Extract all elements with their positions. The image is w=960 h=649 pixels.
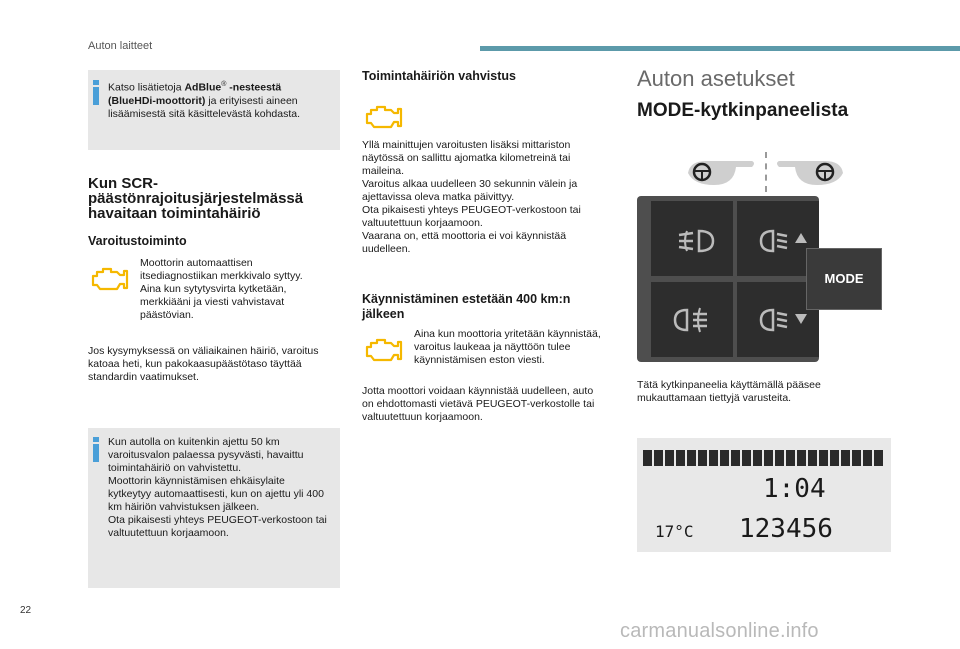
scr-fault-title: Kun SCR-päästönrajoitusjärjestelmässä havaitaan toimintahäiriö <box>88 175 304 222</box>
engine-warning-icon <box>364 104 404 130</box>
instrument-display <box>637 438 891 552</box>
panel-caption: Tätä kytkinpaneelia käyttämällä pääsee mukauttamaan tiettyjä varusteita. <box>637 379 821 404</box>
header-accent-bar <box>480 46 960 51</box>
divider-dashed <box>765 152 767 192</box>
info-note-confirmed <box>88 428 340 588</box>
section-title: Auton laitteet <box>88 40 153 52</box>
info-note-text: Katso lisätietoja AdBlue® -nesteestä (BlueHDi-moottorit) ja erityisesti aineen lisäämisestä sitä käsittelevästä kohdasta. <box>108 81 301 120</box>
rear-fog-light-button[interactable] <box>651 201 733 276</box>
front-fog-light-button[interactable] <box>651 282 733 357</box>
warning-text: Moottorin automaattisen itsediagnostiikan merkkivalo syttyy. Aina kun sytytysvirta kytketään, merkkiääni ja viesti vahvistavat päästövian. <box>140 257 303 321</box>
info-icon <box>93 444 99 462</box>
mode-panel-subtitle: MODE-kytkinpaneelista <box>637 100 849 121</box>
mode-button[interactable]: MODE <box>806 248 882 310</box>
start-prevention-text: Aina kun moottoria yritetään käynnistää, varoitus laukeaa ja näyttöön tulee käynnistämisen eston viesti. <box>414 328 601 366</box>
page-number: 22 <box>20 605 32 616</box>
warning-function-subtitle: Varoitustoiminto <box>88 234 187 248</box>
odometer-readout: 123456 <box>739 514 833 544</box>
fault-confirmation-title: Toimintahäiriön vahvistus <box>362 69 516 83</box>
vehicle-settings-title: Auton asetukset <box>637 66 795 91</box>
engine-warning-icon <box>364 337 404 363</box>
fault-confirmation-text: Yllä mainittujen varoitusten lisäksi mittariston näytössä on sallittu ajomatka kilometreinä tai maileina. Varoitus alkaa uudelleen 30 sekunnin välein ja ajettavissa oleva matka päivittyy. Ota pikaisesti yhteys PEUGEOT-verkostoon tai valtuutettuun korjaamoon. Vaarana on, että moottoria ei voi käynnistää uudelleen. <box>362 139 581 255</box>
info-note-text: Kun autolla on kuitenkin ajettu 50 km varoitusvalon palaessa pysyvästi, havaittu toimintahäiriö on vahvistettu. Moottorin käynnistämisen ehkäisylaite kytkeytyy automaattisesti, kun on ajettu yli 400 km häiriön vahvistuksen jälkeen. Ota pikaisesti yhteys PEUGEOT-verkostoon tai valtuutettuun korjaamoon. <box>108 436 327 539</box>
start-prevention-title: Käynnistäminen estetään 400 km:n jälkeen <box>362 292 571 321</box>
time-readout: 1:04 <box>763 474 826 504</box>
info-icon <box>93 87 99 105</box>
steering-wheel-icon <box>775 155 845 192</box>
restart-text: Jotta moottori voidaan käynnistää uudelleen, auto on ehdottomasti vietävä PEUGEOT-verkostolle tai valtuutettuun korjaamoon. <box>362 385 595 423</box>
engine-warning-icon <box>90 266 130 292</box>
temporary-fault-paragraph: Jos kysymyksessä on väliaikainen häiriö, varoitus katoaa heti, kun pakokaasupäästötaso täyttää standardin vaatimukset. <box>88 345 319 383</box>
dot-matrix-row <box>643 450 885 466</box>
switch-panel <box>637 196 819 362</box>
watermark: carmanualsonline.info <box>620 620 819 642</box>
info-note-adblue <box>88 70 340 150</box>
steering-wheel-icon <box>686 155 756 192</box>
temperature-readout: 17°C <box>655 522 694 541</box>
fog-light-icon <box>651 282 733 357</box>
fog-light-icon <box>651 201 733 276</box>
